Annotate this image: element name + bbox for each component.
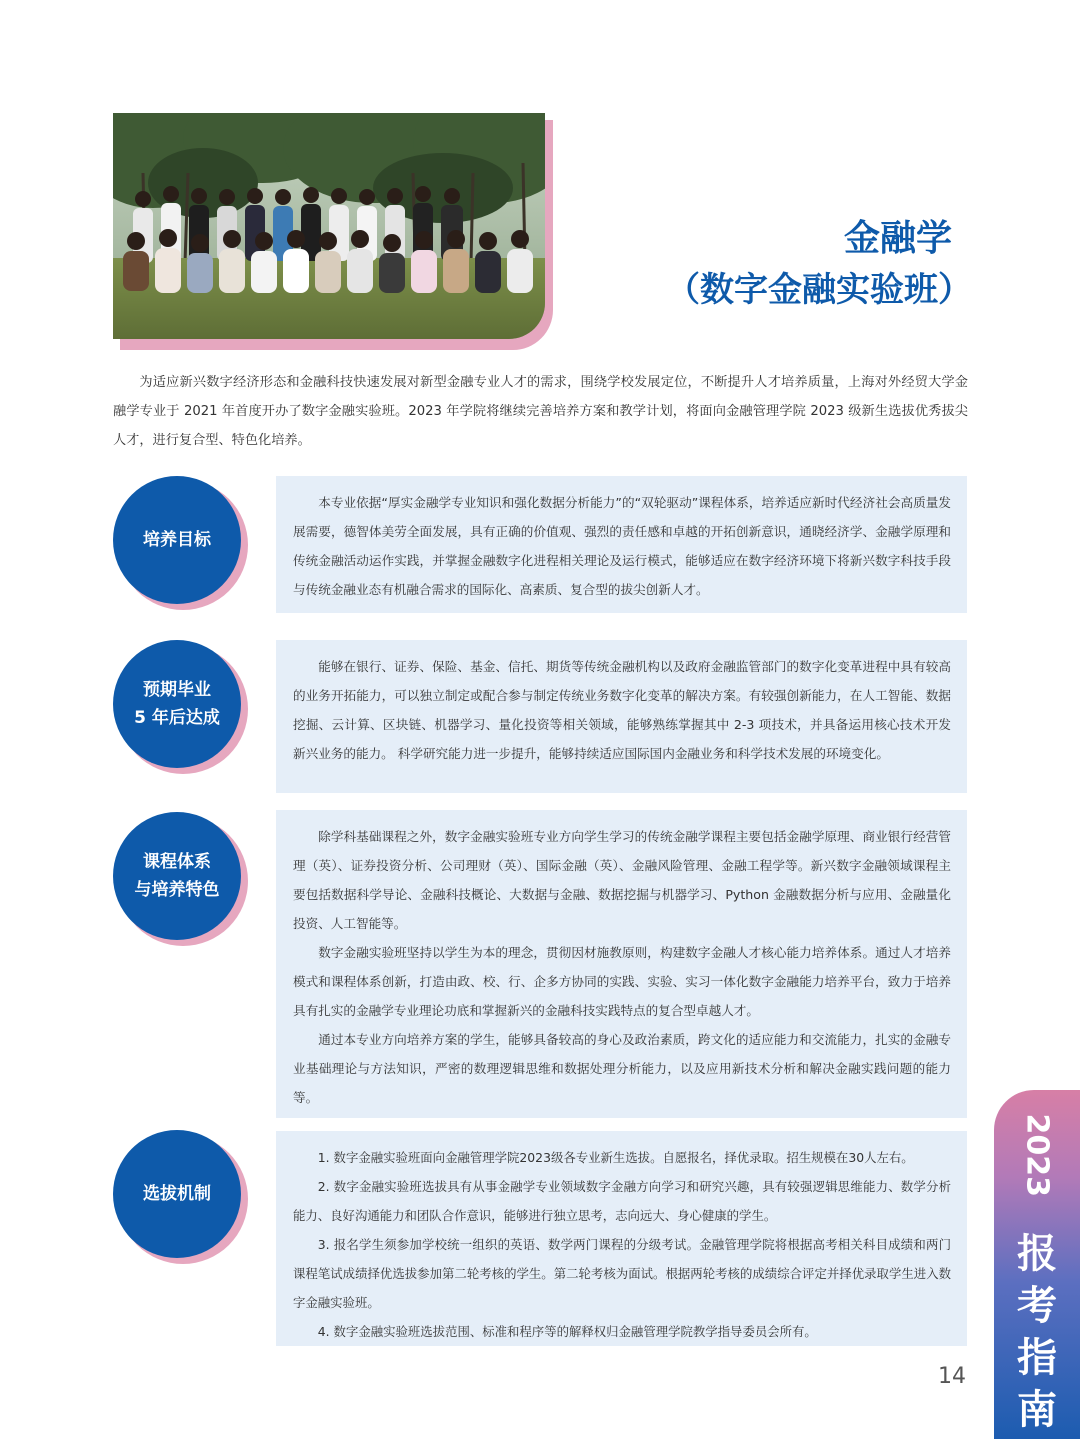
section-label-line-1: 预期毕业 — [143, 680, 211, 700]
section-label-line-2: 5 年后达成 — [134, 708, 220, 728]
section-paragraph: 本专业依据“厚实金融学专业知识和强化数据分析能力”的“双轮驱动”课程体系，培养适应新时代经济社会高质量发展需要，德智体美劳全面发展，具有正确的价值观、强烈的责任感和卓越的开拓创新意识，通晓经济学、金融学原理和传统金融活动运作实践，并掌握金融数字化进程相关理论及运行模式，能够适应在数字经济环境下将新兴数字科技手段与传统金融业态有机融合需求的国际化、高素质、复合型的拔尖创新人才。 — [293, 495, 951, 597]
title-line-1: 金融学 — [843, 218, 952, 259]
section-content-box — [276, 476, 967, 613]
intro-paragraph: 为适应新兴数字经济形态和金融科技快速发展对新型金融专业人才的需求，围绕学校发展定位，不断提升人才培养质量，上海对外经贸大学金融学专业于 2021 年首度开办了数字金融实验班。2023 年学院将继续完善培养方案和教学计划，将面向金融管理学院 2023 级新生选拔优秀拔尖人才，进行复合型、特色化培养。 — [113, 375, 968, 448]
page-title — [666, 213, 972, 315]
section-label-line-1: 课程体系 — [143, 852, 211, 872]
section-label-circle — [113, 812, 241, 940]
section-label-circle — [113, 1130, 241, 1258]
group-photo — [113, 113, 545, 339]
section-paragraph: 能够在银行、证券、保险、基金、信托、期货等传统金融机构以及政府金融监管部门的数字化变革进程中具有较高的业务开拓能力，可以独立制定或配合参与制定传统业务数字化变革的解决方案。有较强创新能力，在人工智能、数据挖掘、云计算、区块链、机器学习、量化投资等相关领域，能够熟练掌握其中 2-3 项技术，并具备运用核心技术开发新兴业务的能力。 科学研究能力进一步提升，能够持续适应国际国内金融业务和科学技术发展的环境变化。 — [293, 659, 951, 761]
selection-item: 3. 报名学生须参加学校统一组织的英语、数学两门课程的分级考试。金融管理学院将根据高考相关科目成绩和两门课程笔试成绩择优选拔参加第二轮考核的学生。第二轮考核为面试。根据两轮考核的成绩综合评定并择优录取学生进入数字金融实验班。 — [293, 1237, 951, 1310]
side-char: 指 — [1017, 1334, 1057, 1381]
section-content-box — [276, 1131, 967, 1346]
side-char: 考 — [1017, 1282, 1057, 1329]
section-label-circle — [113, 640, 241, 768]
side-char: 南 — [1017, 1386, 1057, 1433]
side-year — [1015, 1113, 1059, 1197]
side-year-text: 2023 — [1019, 1113, 1055, 1197]
selection-item: 1. 数字金融实验班面向金融管理学院2023级各专业新生选拔。自愿报名，择优录取。招生规模在30人左右。 — [317, 1150, 914, 1165]
section-label-circle — [113, 476, 241, 604]
section-label: 培养目标 — [143, 530, 211, 550]
section-label: 选拔机制 — [143, 1184, 211, 1204]
section-content-box — [276, 810, 967, 1118]
section-paragraph: 除学科基础课程之外，数字金融实验班专业方向学生学习的传统金融学课程主要包括金融学原理、商业银行经营管理（英）、证券投资分析、公司理财（英）、国际金融（英）、金融风险管理、金融工程学等。新兴数字金融领域课程主要包括数据科学导论、金融科技概论、大数据与金融、数据挖掘与机器学习、Python 金融数据分析与应用、金融量化投资、人工智能等。 — [293, 829, 951, 931]
title-line-2: （数字金融实验班） — [666, 270, 972, 310]
section-content-box — [276, 640, 967, 793]
section-paragraph: 数字金融实验班坚持以学生为本的理念，贯彻因材施教原则，构建数字金融人才核心能力培养体系。通过人才培养模式和课程体系创新，打造由政、校、行、企多方协同的实践、实验、实习一体化数字金融能力培养平台，致力于培养具有扎实的金融学专业理论功底和掌握新兴的金融科技实践特点的复合型卓越人才。 — [293, 945, 951, 1018]
side-char: 报 — [1017, 1230, 1057, 1277]
section-label-line-2: 与培养特色 — [134, 880, 220, 900]
page-number: 14 — [938, 1364, 966, 1389]
side-title — [1012, 1228, 1062, 1436]
section-paragraph: 通过本专业方向培养方案的学生，能够具备较高的身心及政治素质，跨文化的适应能力和交流能力，扎实的金融专业基础理论与方法知识，严密的数理逻辑思维和数据处理分析能力，以及应用新技术分析和解决金融实践问题的能力等。 — [293, 1032, 951, 1105]
selection-item: 2. 数字金融实验班选拔具有从事金融学专业领域数字金融方向学习和研究兴趣，具有较强逻辑思维能力、数学分析能力、良好沟通能力和团队合作意识，能够进行独立思考，志向远大、身心健康的学生。 — [293, 1179, 951, 1223]
selection-item: 4. 数字金融实验班选拔范围、标准和程序等的解释权归金融管理学院教学指导委员会所有。 — [317, 1324, 817, 1339]
